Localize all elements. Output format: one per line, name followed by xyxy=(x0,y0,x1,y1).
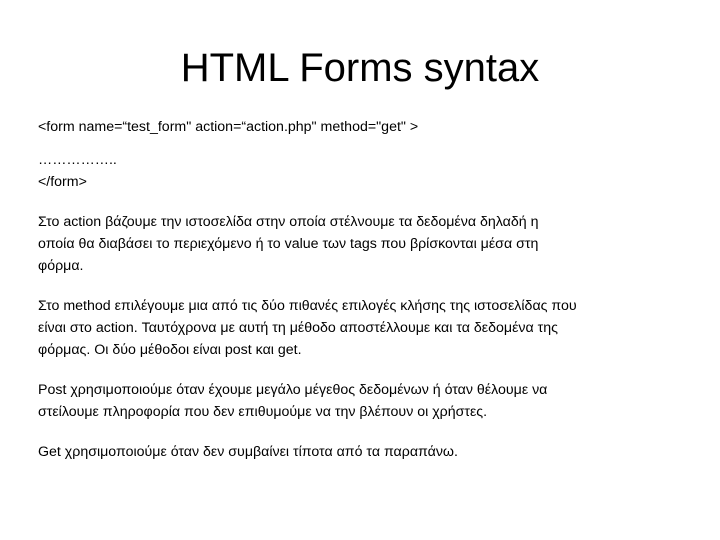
code-ellipsis: …………….. xyxy=(38,152,117,168)
paragraph-line: Get χρησιμοποιούμε όταν δεν συμβαίνει τίποτα από τα παραπάνω. xyxy=(38,444,458,460)
paragraph-line: φόρμας. Οι δύο μέθοδοι είναι post και get. xyxy=(38,342,302,358)
paragraph-line: Post χρησιμοποιούμε όταν έχουμε μεγάλο μέγεθος δεδομένων ή όταν θέλουμε να xyxy=(38,382,548,398)
code-block-content xyxy=(38,149,688,193)
slide-body xyxy=(38,116,688,463)
paragraph-line: οποία θα διαβάσει το περιεχόμενο ή το value των tags που βρίσκονται μέσα στη xyxy=(38,236,539,252)
paragraph-method xyxy=(38,295,688,361)
paragraph-line: στείλουμε πληροφορία που δεν επιθυμούμε να την βλέπουν οι χρήστες. xyxy=(38,404,488,420)
paragraph-line: είναι στο action. Ταυτόχρονα με αυτή τη μέθοδο αποστέλλουμε και τα δεδομένα της xyxy=(38,320,558,336)
code-close-tag: </form> xyxy=(38,174,87,190)
code-block xyxy=(38,116,688,138)
code-open-tag: <form name=“test_form" action=“action.php" method="get" > xyxy=(38,119,419,135)
paragraph-line: φόρμα. xyxy=(38,258,84,274)
paragraph-get xyxy=(38,441,688,463)
paragraph-line: Στο method επιλέγουμε μια από τις δύο πιθανές επιλογές κλήσης της ιστοσελίδας που xyxy=(38,298,577,314)
paragraph-action xyxy=(38,211,688,277)
paragraph-line: Στο action βάζουμε την ιστοσελίδα στην οποία στέλνουμε τα δεδομένα δηλαδή η xyxy=(38,214,539,230)
slide-title: HTML Forms syntax xyxy=(180,46,540,90)
paragraph-post xyxy=(38,379,688,423)
